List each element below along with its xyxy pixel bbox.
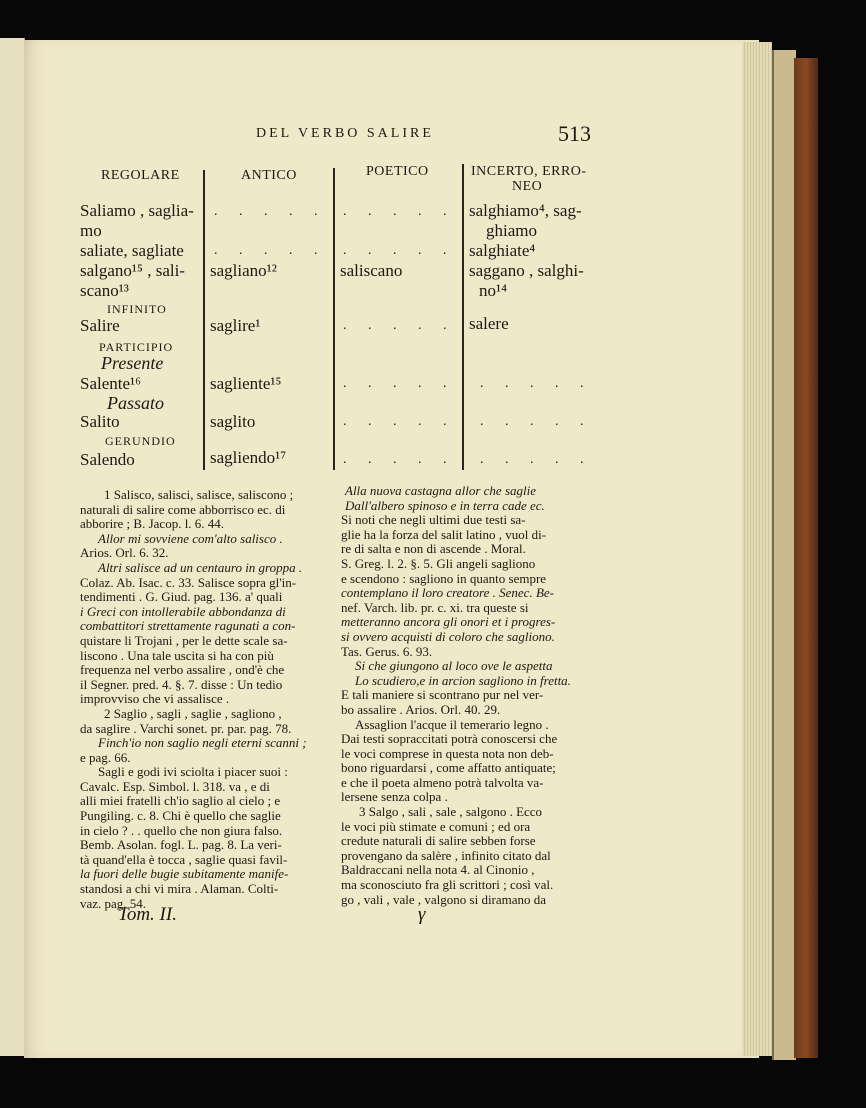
note-line: e pag. 66. xyxy=(80,749,131,765)
signature-mark: γ xyxy=(418,904,426,925)
note-line: re di salta e non di ascende . Moral. xyxy=(341,541,526,557)
note-line: Dall'albero spinoso e in terra cade ec. xyxy=(345,497,545,513)
note-line: Lo scudiero,e in arcion sagliono in fretta. xyxy=(355,672,571,688)
note-line: ma sconosciuto fra gli scrittori ; così val. xyxy=(341,877,554,893)
col-header-regolare: REGOLARE xyxy=(101,168,180,183)
cell-poetico: . . . . . xyxy=(343,318,456,333)
section-label-infinito: INFINITO xyxy=(107,302,167,316)
note-line: Assaglion l'acque il temerario legno . xyxy=(355,716,549,732)
cell-antico: . . . . . xyxy=(214,204,327,219)
note-line: go , vali , vale , valgono si diramano da xyxy=(341,891,547,907)
cell-poetico: saliscano xyxy=(340,261,403,280)
note-line: Finch'io non saglio negli eterni scanni ; xyxy=(98,735,307,751)
note-line: metteranno ancora gli onori et i progres- xyxy=(341,614,556,630)
note-line: in cielo ? . . quello che non giura falso. xyxy=(80,822,283,838)
col-header-antico: ANTICO xyxy=(241,168,297,183)
col-header-poetico: POETICO xyxy=(366,164,429,179)
note-line: Arios. Orl. 6. 32. xyxy=(80,545,169,561)
cell-regolare: Salito xyxy=(80,412,120,431)
cell-antico: sagliente¹⁵ xyxy=(210,374,282,393)
cell-poetico: . . . . . xyxy=(343,376,456,391)
note-line: bo assalire . Arios. Orl. 40. 29. xyxy=(341,701,501,717)
cell-incerto: no¹⁴ xyxy=(479,281,508,300)
note-line: liscono . Una tale uscita si ha con più xyxy=(80,647,274,663)
col-header-erroneo: NEO xyxy=(512,179,543,194)
cell-incerto: ghiamo xyxy=(486,221,537,240)
cell-regolare: Saliamo , saglia- xyxy=(80,201,194,220)
col-header-incerto: INCERTO, ERRO- xyxy=(471,164,587,179)
note-line: credute naturali di salire sebben forse xyxy=(341,833,536,849)
note-line: Si noti che negli ultimi due testi sa- xyxy=(341,512,526,528)
note-line: naturali di salire come abborrisco ec. di xyxy=(80,501,286,517)
notes-right-column xyxy=(341,484,591,907)
cell-poetico: . . . . . xyxy=(343,204,456,219)
note-line: Baldraccani nella nota 4. al Cinonio , xyxy=(341,862,535,878)
note-line: S. Greg. l. 2. §. 5. Gli angeli sagliono xyxy=(341,555,536,571)
note-line: e scendono : sagliono in quanto sempre xyxy=(341,570,547,586)
notes-left-column xyxy=(80,488,332,911)
note-line: nef. Varch. lib. pr. c. xi. tra queste si xyxy=(341,599,529,615)
cell-incerto: . . . . . xyxy=(480,414,593,429)
note-line: Si che giungono al loco ove le aspetta xyxy=(355,658,553,674)
note-line: Altri salisce ad un centauro in groppa . xyxy=(98,559,303,575)
note-line: standosi a chi vi mira . Alaman. Colti- xyxy=(80,881,279,897)
note-line: Alla nuova castagna allor che saglie xyxy=(345,483,537,498)
subsection-passato: Passato xyxy=(107,393,165,413)
cell-antico: saglire¹ xyxy=(210,316,261,335)
note-line: e che il poeta almeno potrà talvolta va- xyxy=(341,774,544,790)
note-line: tà quand'ella è tocca , saglie quasi favil- xyxy=(80,851,288,867)
cell-antico: sagliano¹² xyxy=(210,261,277,280)
column-rule xyxy=(333,168,335,470)
cell-regolare: scano¹³ xyxy=(80,281,129,300)
note-line: glie ha la forza del salit latino , vuol di- xyxy=(341,526,547,542)
note-line: la fuori delle bugie subitamente manife- xyxy=(80,866,289,882)
note-line: alli miei fratelli ch'io saglio al cielo ; e xyxy=(80,793,281,809)
cell-incerto: salghiamo⁴, sag- xyxy=(469,201,582,220)
cell-incerto: . . . . . xyxy=(480,376,593,391)
note-line: frequenza nel verbo assalire , ond'è che xyxy=(80,662,285,678)
note-line: 1 Salisco, salisci, salisce, saliscono ; xyxy=(104,487,294,502)
note-line: Sagli e godi ivi sciolta i piacer suoi : xyxy=(98,764,288,780)
cell-incerto: salere xyxy=(469,314,509,333)
note-line: da saglire . Varchi sonet. pr. par. pag. 78. xyxy=(80,720,292,736)
cell-poetico: . . . . . xyxy=(343,243,456,258)
cell-antico: saglito xyxy=(210,412,256,431)
cell-incerto: . . . . . xyxy=(480,452,593,467)
note-line: abborire ; B. Jacop. l. 6. 44. xyxy=(80,516,225,532)
column-rule xyxy=(203,170,205,470)
cell-antico: sagliendo¹⁷ xyxy=(210,448,287,467)
note-line: combattitori strettamente ragunati a con- xyxy=(80,618,296,634)
cell-antico: . . . . . xyxy=(214,243,327,258)
note-line: provengano da salère , infinito citato dal xyxy=(341,847,551,863)
volume-label: Tom. II. xyxy=(118,904,177,925)
note-line: Tas. Gerus. 6. 93. xyxy=(341,643,433,659)
cell-regolare: salgano¹⁵ , sali- xyxy=(80,261,185,280)
cell-regolare: Salente¹⁶ xyxy=(80,374,142,393)
note-line: i Greci con intollerabile abbondanza di xyxy=(80,603,286,619)
note-line: le voci comprese in questa nota non deb- xyxy=(341,745,554,761)
note-line: Allor mi sovviene com'alto salisco . xyxy=(98,530,283,546)
note-line: E tali maniere si scontrano pur nel ver- xyxy=(341,687,544,703)
note-line: 2 Saglio , sagli , saglie , sagliono , xyxy=(104,705,282,721)
note-line: quistare li Trojani , per le dette scale sa- xyxy=(80,632,288,648)
cell-regolare: saliate, sagliate xyxy=(80,241,184,260)
cell-regolare: Salendo xyxy=(80,450,135,469)
note-line: Colaz. Ab. Isac. c. 33. Salisce sopra gl'in- xyxy=(80,574,297,590)
cell-regolare: mo xyxy=(80,221,102,240)
note-line: il Segner. pred. 4. §. 7. disse : Un tedio xyxy=(80,676,283,692)
note-line: Cavalc. Esp. Simbol. l. 318. va , e di xyxy=(80,778,270,794)
note-line: tendimenti . G. Giud. pag. 136. a' quali xyxy=(80,589,283,605)
subsection-presente: Presente xyxy=(101,353,164,373)
note-line: Pungiling. c. 8. Chi è quello che saglie xyxy=(80,808,281,824)
cell-poetico: . . . . . xyxy=(343,452,456,467)
note-line: contemplano il loro creatore . Senec. Be- xyxy=(341,585,554,601)
note-line: le voci più stimate e comuni ; ed ora xyxy=(341,818,531,834)
section-label-participio: PARTICIPIO xyxy=(99,340,174,354)
section-label-gerundio: GERUNDIO xyxy=(105,434,176,448)
note-line: improvviso che vi assalisce . xyxy=(80,691,230,707)
note-line: vaz. pag. 54. xyxy=(80,895,147,911)
running-head: DEL VERBO SALIRE xyxy=(256,126,434,141)
column-rule xyxy=(462,164,464,470)
cell-poetico: . . . . . xyxy=(343,414,456,429)
note-line: Dai testi sopraccitati potrà conoscersi che xyxy=(341,731,558,747)
note-line: 3 Salgo , sali , sale , salgono . Ecco xyxy=(359,804,543,820)
page-number: 513 xyxy=(558,121,591,146)
note-line: Bemb. Asolan. fogl. L. pag. 8. La veri- xyxy=(80,837,282,853)
cell-incerto: saggano , salghi- xyxy=(469,261,584,280)
cell-incerto: salghiate⁴ xyxy=(469,241,536,260)
note-line: bono riguardarsi , come affatto antiquate; xyxy=(341,760,556,776)
note-line: si ovvero acquisti di coloro che sagliono. xyxy=(341,628,555,644)
book-cover-edge xyxy=(772,50,796,1060)
note-line: lersene senza colpa . xyxy=(341,789,448,805)
page-edges xyxy=(742,42,772,1056)
left-page-edge xyxy=(0,38,25,1056)
book-spine xyxy=(794,58,818,1058)
cell-regolare: Salire xyxy=(80,316,120,335)
